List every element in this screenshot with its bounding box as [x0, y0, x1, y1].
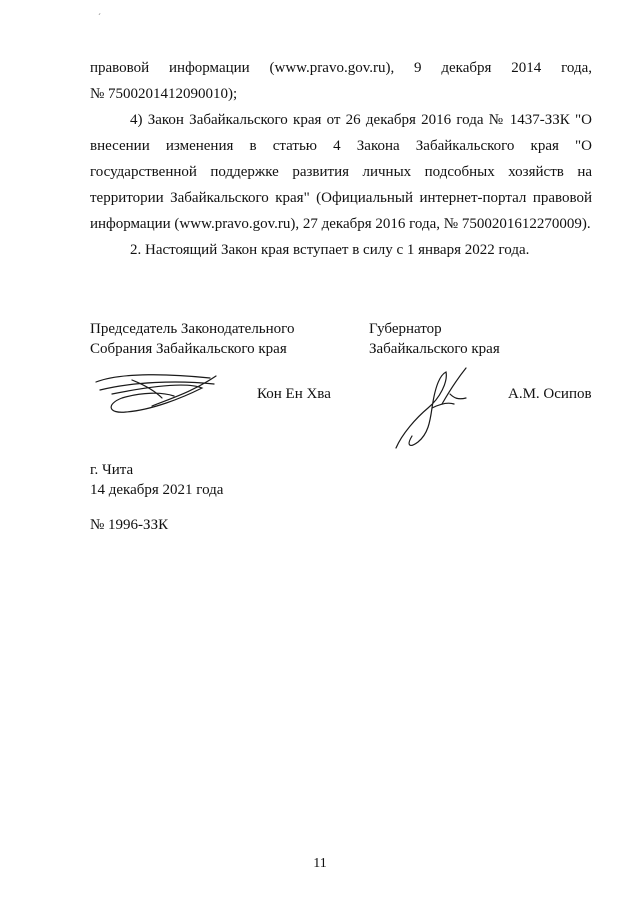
left-signatory-name: Кон Ен Хва: [257, 386, 331, 402]
corner-mark: ´: [98, 12, 101, 22]
paragraph-1: правовой информации (www.pravo.gov.ru), 9 декабря 2014 года,: [90, 60, 592, 76]
law-number: № 1996-ЗЗК: [90, 517, 169, 533]
right-signatory-name: А.М. Осипов: [508, 386, 592, 402]
body-text: [90, 55, 592, 263]
paragraph-4: 2. Настоящий Закон края вступает в силу с 1 января 2022 года.: [130, 242, 530, 258]
right-title-line2: Забайкальского края: [369, 341, 500, 357]
place-and-date: [90, 460, 223, 500]
page-number: 11: [313, 856, 327, 871]
left-title-line1: Председатель Законодательного: [90, 321, 295, 337]
right-handwritten-signature: [388, 364, 478, 454]
left-signatory-title: [90, 319, 294, 359]
paragraph-3: 4) Закон Забайкальского края от 26 декабря 2016 года № 1437-ЗЗК "О внесении изменения в статью 4 Закона Забайкальского края "О государственной поддержке развития личных подсобных хозяйств на территории Забайкальского края" (Официальный интернет-портал правовой информации (www.pravo.gov.ru), 27 декабря 2016 года, № 7500201612270009).: [90, 112, 592, 232]
date: 14 декабря 2021 года: [90, 482, 224, 498]
right-title-line1: Губернатор: [369, 321, 442, 337]
place: г. Чита: [90, 462, 134, 478]
paragraph-2: № 7500201412090010);: [90, 86, 238, 102]
right-signatory-title: [369, 319, 500, 359]
left-handwritten-signature: [92, 368, 222, 420]
left-title-line2: Собрания Забайкальского края: [90, 341, 287, 357]
